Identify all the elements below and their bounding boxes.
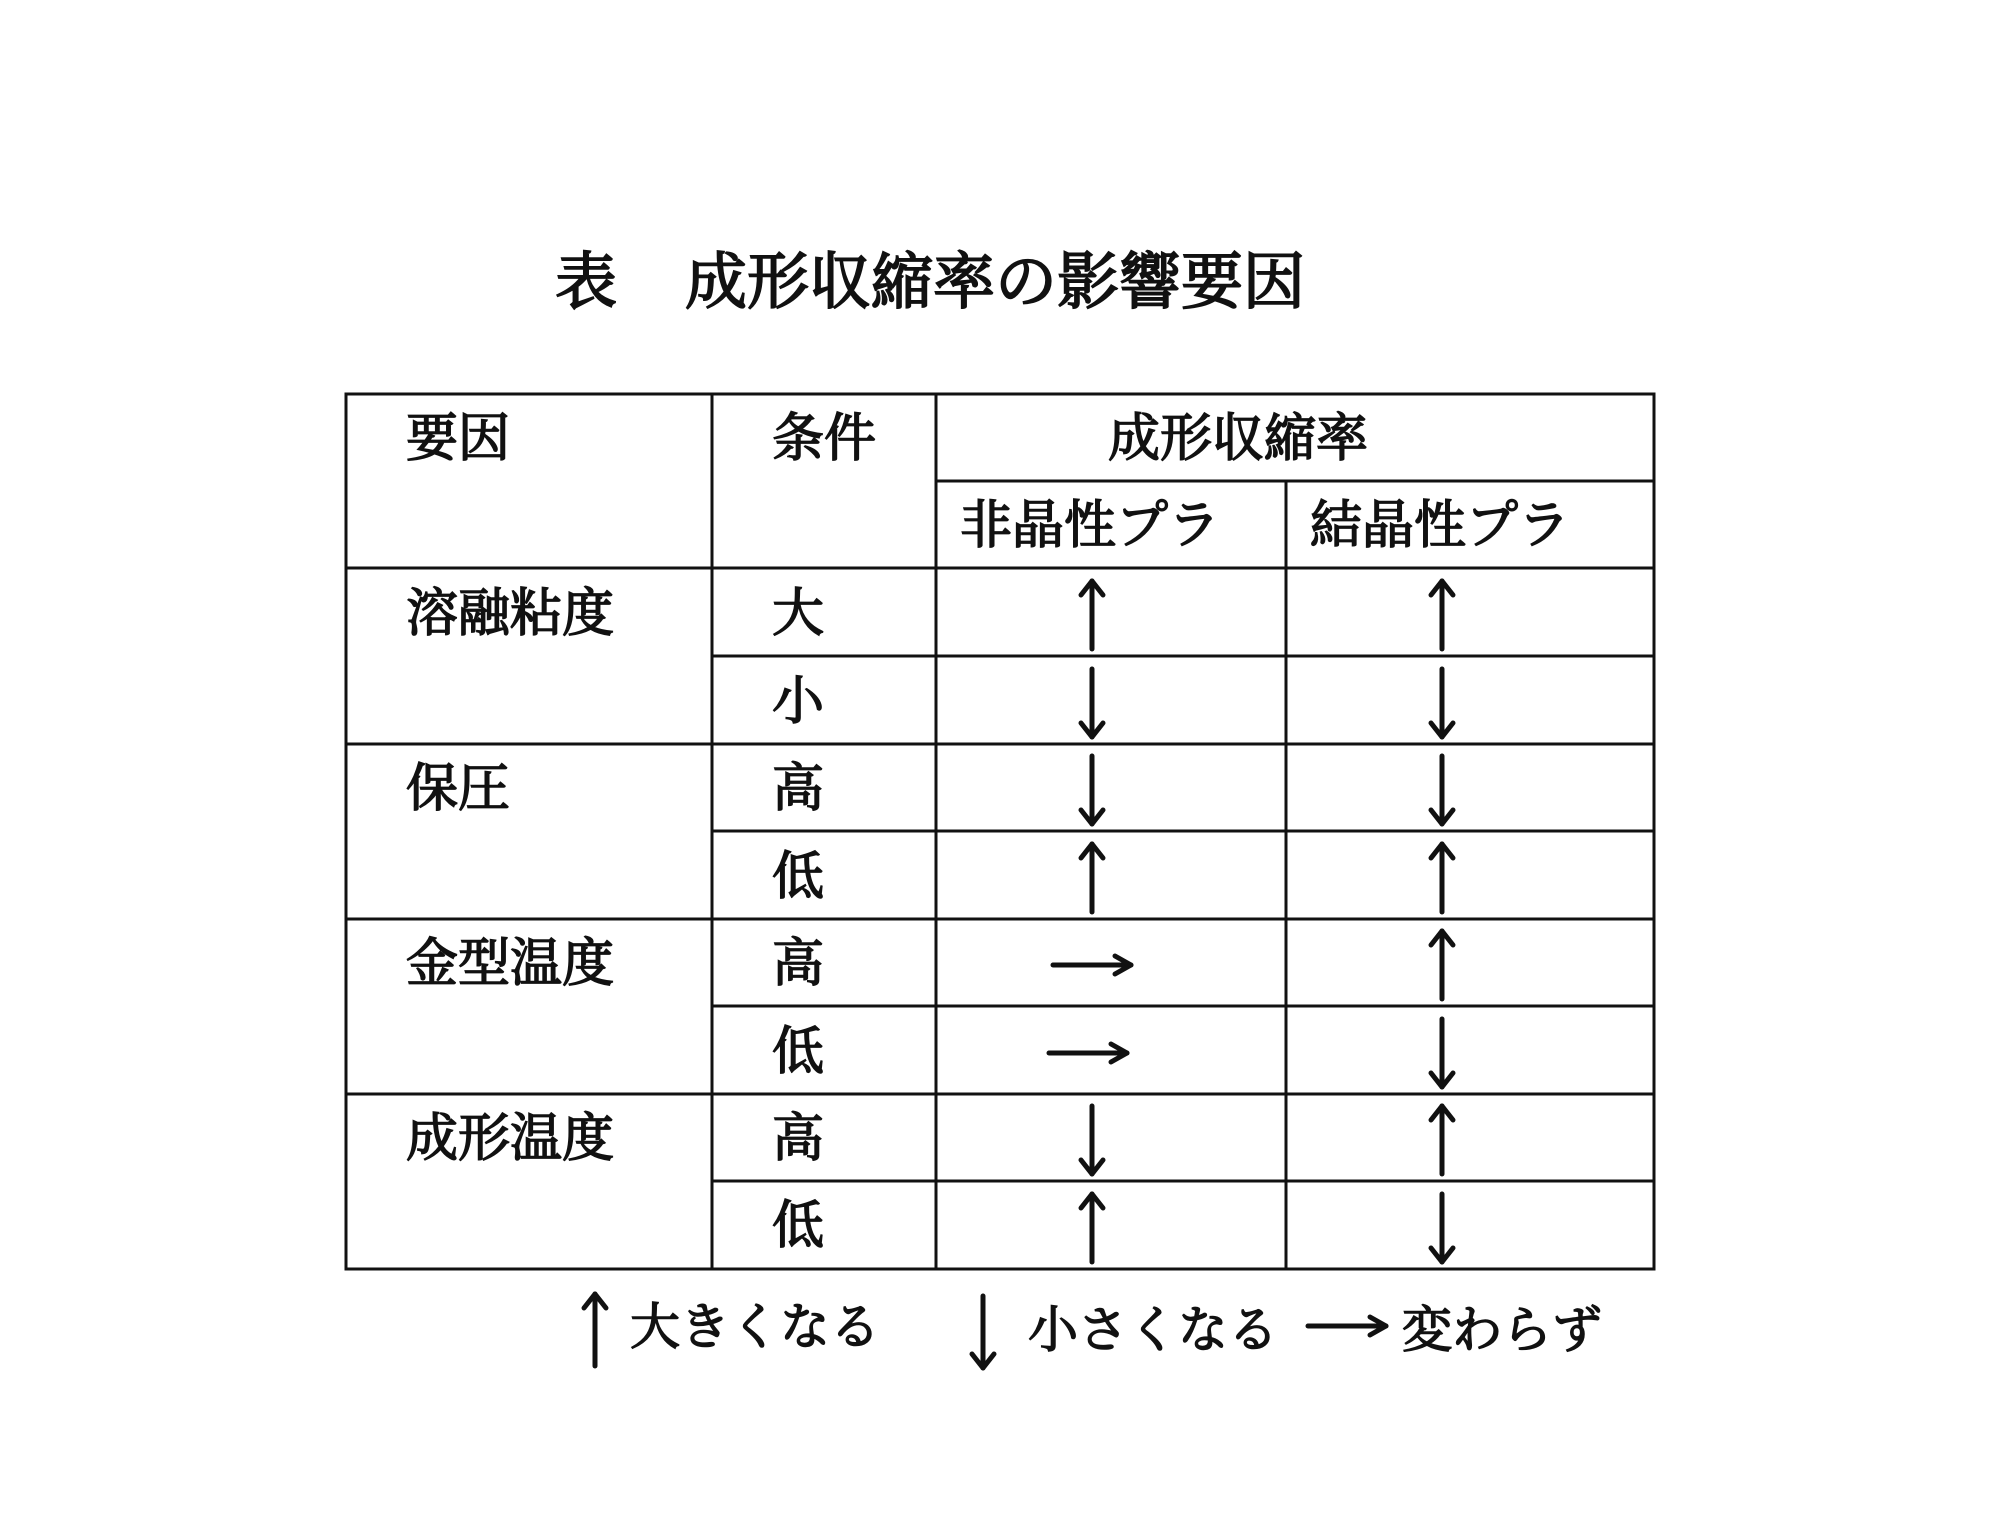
- legend-up-arrow-icon: [570, 1288, 620, 1372]
- arrow-cell: [1047, 1100, 1137, 1180]
- condition-cell: 低: [772, 1196, 825, 1256]
- arrow-cell: [1397, 838, 1487, 918]
- condition-cell: 小: [772, 672, 825, 732]
- arrow-cell: [1047, 575, 1137, 655]
- arrow-cell: [1047, 838, 1137, 918]
- header-crystalline: 結晶性プラ: [1310, 496, 1571, 556]
- legend-right-arrow-icon: [1302, 1306, 1392, 1346]
- legend-down-arrow-icon: [958, 1290, 1008, 1374]
- condition-cell: 低: [772, 1022, 825, 1082]
- arrow-cell: [1397, 663, 1487, 743]
- arrow-cell: [1397, 1100, 1487, 1180]
- arrow-cell: [1047, 663, 1137, 743]
- factor-mold-temperature: 金型温度: [406, 934, 615, 994]
- factor-melt-viscosity: 溶融粘度: [406, 584, 615, 644]
- arrow-cell: [1397, 750, 1487, 830]
- arrow-cell: [1397, 1188, 1487, 1268]
- title-main: 成形収縮率の影響要因: [685, 245, 1306, 318]
- condition-cell: 高: [772, 1109, 825, 1169]
- arrow-cell: [1047, 925, 1137, 1005]
- arrow-cell: [1043, 1013, 1133, 1093]
- condition-cell: 高: [772, 934, 825, 994]
- factor-molding-temperature: 成形温度: [406, 1109, 615, 1169]
- arrow-cell: [1047, 1188, 1137, 1268]
- condition-cell: 大: [772, 584, 825, 644]
- header-condition: 条件: [772, 409, 877, 469]
- factor-holding-pressure: 保圧: [406, 759, 511, 819]
- header-shrinkage-rate: 成形収縮率: [1108, 409, 1369, 469]
- arrow-cell: [1397, 1013, 1487, 1093]
- title-prefix: 表: [555, 245, 618, 318]
- legend-down-label: 小さくなる: [1028, 1301, 1278, 1359]
- arrow-cell: [1397, 575, 1487, 655]
- arrow-cell: [1047, 750, 1137, 830]
- header-factor: 要因: [406, 409, 511, 469]
- condition-cell: 低: [772, 847, 825, 907]
- condition-cell: 高: [772, 759, 825, 819]
- header-amorphous: 非晶性プラ: [960, 496, 1221, 556]
- legend-up-label: 大きくなる: [630, 1298, 880, 1356]
- arrow-cell: [1397, 925, 1487, 1005]
- legend-right-label: 変わらず: [1402, 1301, 1602, 1359]
